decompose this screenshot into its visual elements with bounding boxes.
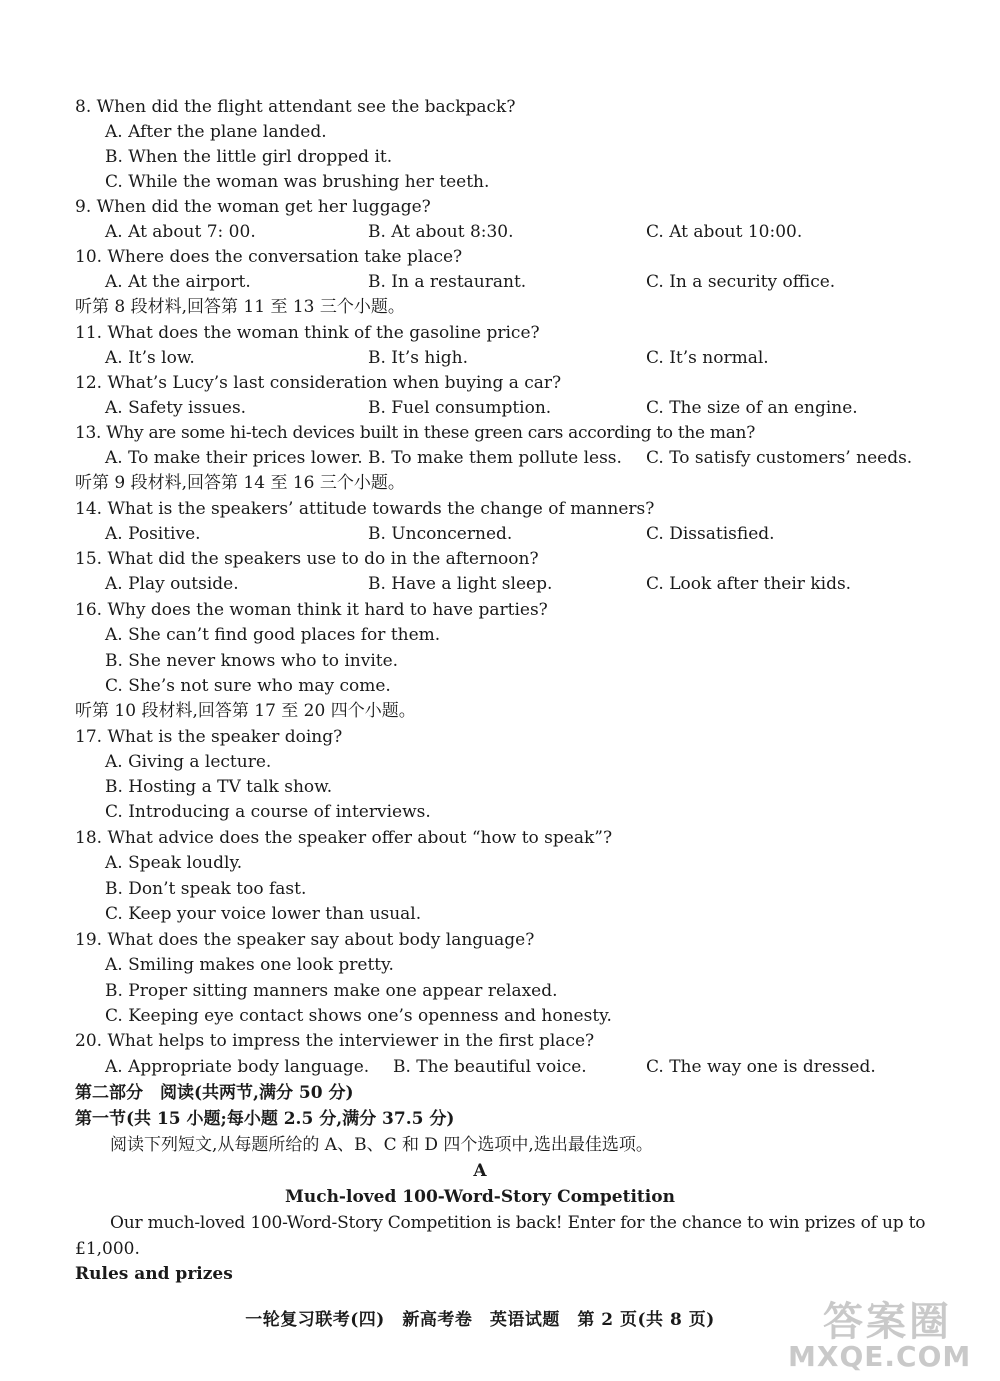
q17-option-b: B. Hosting a TV talk show. (105, 777, 333, 797)
q15-option-a: A. Play outside. (105, 574, 239, 594)
q18-option-b: B. Don’t speak too fast. (105, 879, 307, 899)
question-15: 15. What did the speakers use to do in the afternoon? (75, 549, 539, 569)
reading-directions: 阅读下列短文,从每题所给的 A、B、C 和 D 四个选项中,选出最佳选项。 (110, 1135, 653, 1155)
instruction-segment-8: 听第 8 段材料,回答第 11 至 13 三个小题。 (75, 297, 405, 317)
passage-label: A (473, 1161, 487, 1181)
q10-option-b: B. In a restaurant. (368, 272, 527, 292)
question-12: 12. What’s Lucy’s last consideration when buying a car? (75, 373, 562, 393)
q9-option-b: B. At about 8:30. (368, 222, 514, 242)
watermark-logo (788, 1290, 978, 1375)
q16-option-b: B. She never knows who to invite. (105, 651, 399, 671)
passage-title: Much-loved 100-Word-Story Competition (285, 1187, 675, 1207)
q20-option-b: B. The beautiful voice. (393, 1057, 587, 1077)
part-two-title: 第二部分 阅读(共两节,满分 50 分) (75, 1083, 354, 1103)
q17-option-c: C. Introducing a course of interviews. (105, 802, 431, 822)
q20-option-a: A. Appropriate body language. (105, 1057, 370, 1077)
question-8: 8. When did the flight attendant see the backpack? (75, 97, 516, 117)
q10-option-c: C. In a security office. (646, 272, 836, 292)
watermark-text-top: 答案圈 (823, 1299, 952, 1345)
question-14: 14. What is the speakers’ attitude towards the change of manners? (75, 499, 655, 519)
q19-option-b: B. Proper sitting manners make one appear relaxed. (105, 981, 558, 1001)
q15-option-c: C. Look after their kids. (646, 574, 852, 594)
question-19: 19. What does the speaker say about body language? (75, 930, 535, 950)
q17-option-a: A. Giving a lecture. (105, 752, 272, 772)
q20-option-c: C. The way one is dressed. (646, 1057, 876, 1077)
passage-body-line-2: £1,000. (75, 1239, 140, 1259)
q8-option-b: B. When the little girl dropped it. (105, 147, 393, 167)
section-one-title: 第一节(共 15 小题;每小题 2.5 分,满分 37.5 分) (75, 1109, 455, 1129)
watermark-text-bottom: MXQE.COM (788, 1340, 972, 1373)
q12-option-a: A. Safety issues. (105, 398, 247, 418)
passage-body-line-1: Our much-loved 100-Word-Story Competition is back! Enter for the chance to win prizes of up to (110, 1213, 926, 1233)
q16-option-c: C. She’s not sure who may come. (105, 676, 391, 696)
q11-option-a: A. It’s low. (105, 348, 195, 368)
question-10: 10. Where does the conversation take place? (75, 247, 463, 267)
q9-option-c: C. At about 10:00. (646, 222, 803, 242)
q19-option-a: A. Smiling makes one look pretty. (105, 955, 394, 975)
question-17: 17. What is the speaker doing? (75, 727, 343, 747)
q14-option-b: B. Unconcerned. (368, 524, 513, 544)
question-18: 18. What advice does the speaker offer about “how to speak”? (75, 828, 613, 848)
q13-option-c: C. To satisfy customers’ needs. (646, 448, 913, 468)
q11-option-c: C. It’s normal. (646, 348, 769, 368)
q9-option-a: A. At about 7: 00. (105, 222, 256, 242)
question-13: 13. Why are some hi-tech devices built in these green cars according to the man? (75, 423, 756, 443)
question-16: 16. Why does the woman think it hard to have parties? (75, 600, 548, 620)
q13-option-a: A. To make their prices lower. (105, 448, 363, 468)
q19-option-c: C. Keeping eye contact shows one’s openness and honesty. (105, 1006, 612, 1026)
q13-option-b: B. To make them pollute less. (368, 448, 622, 468)
q12-option-c: C. The size of an engine. (646, 398, 858, 418)
q18-option-c: C. Keep your voice lower than usual. (105, 904, 422, 924)
page-footer: 一轮复习联考(四) 新高考卷 英语试题 第 2 页(共 8 页) (245, 1310, 715, 1330)
question-11: 11. What does the woman think of the gasoline price? (75, 323, 540, 343)
rules-heading: Rules and prizes (75, 1264, 233, 1284)
q8-option-a: A. After the plane landed. (105, 122, 327, 142)
q15-option-b: B. Have a light sleep. (368, 574, 553, 594)
q12-option-b: B. Fuel consumption. (368, 398, 552, 418)
q11-option-b: B. It’s high. (368, 348, 468, 368)
instruction-segment-10: 听第 10 段材料,回答第 17 至 20 四个小题。 (75, 701, 416, 721)
question-9: 9. When did the woman get her luggage? (75, 197, 431, 217)
q8-option-c: C. While the woman was brushing her teeth. (105, 172, 490, 192)
q14-option-c: C. Dissatisfied. (646, 524, 775, 544)
instruction-segment-9: 听第 9 段材料,回答第 14 至 16 三个小题。 (75, 473, 405, 493)
q14-option-a: A. Positive. (105, 524, 201, 544)
q18-option-a: A. Speak loudly. (105, 853, 243, 873)
question-20: 20. What helps to impress the interviewer in the first place? (75, 1031, 595, 1051)
q16-option-a: A. She can’t find good places for them. (105, 625, 441, 645)
q10-option-a: A. At the airport. (105, 272, 251, 292)
